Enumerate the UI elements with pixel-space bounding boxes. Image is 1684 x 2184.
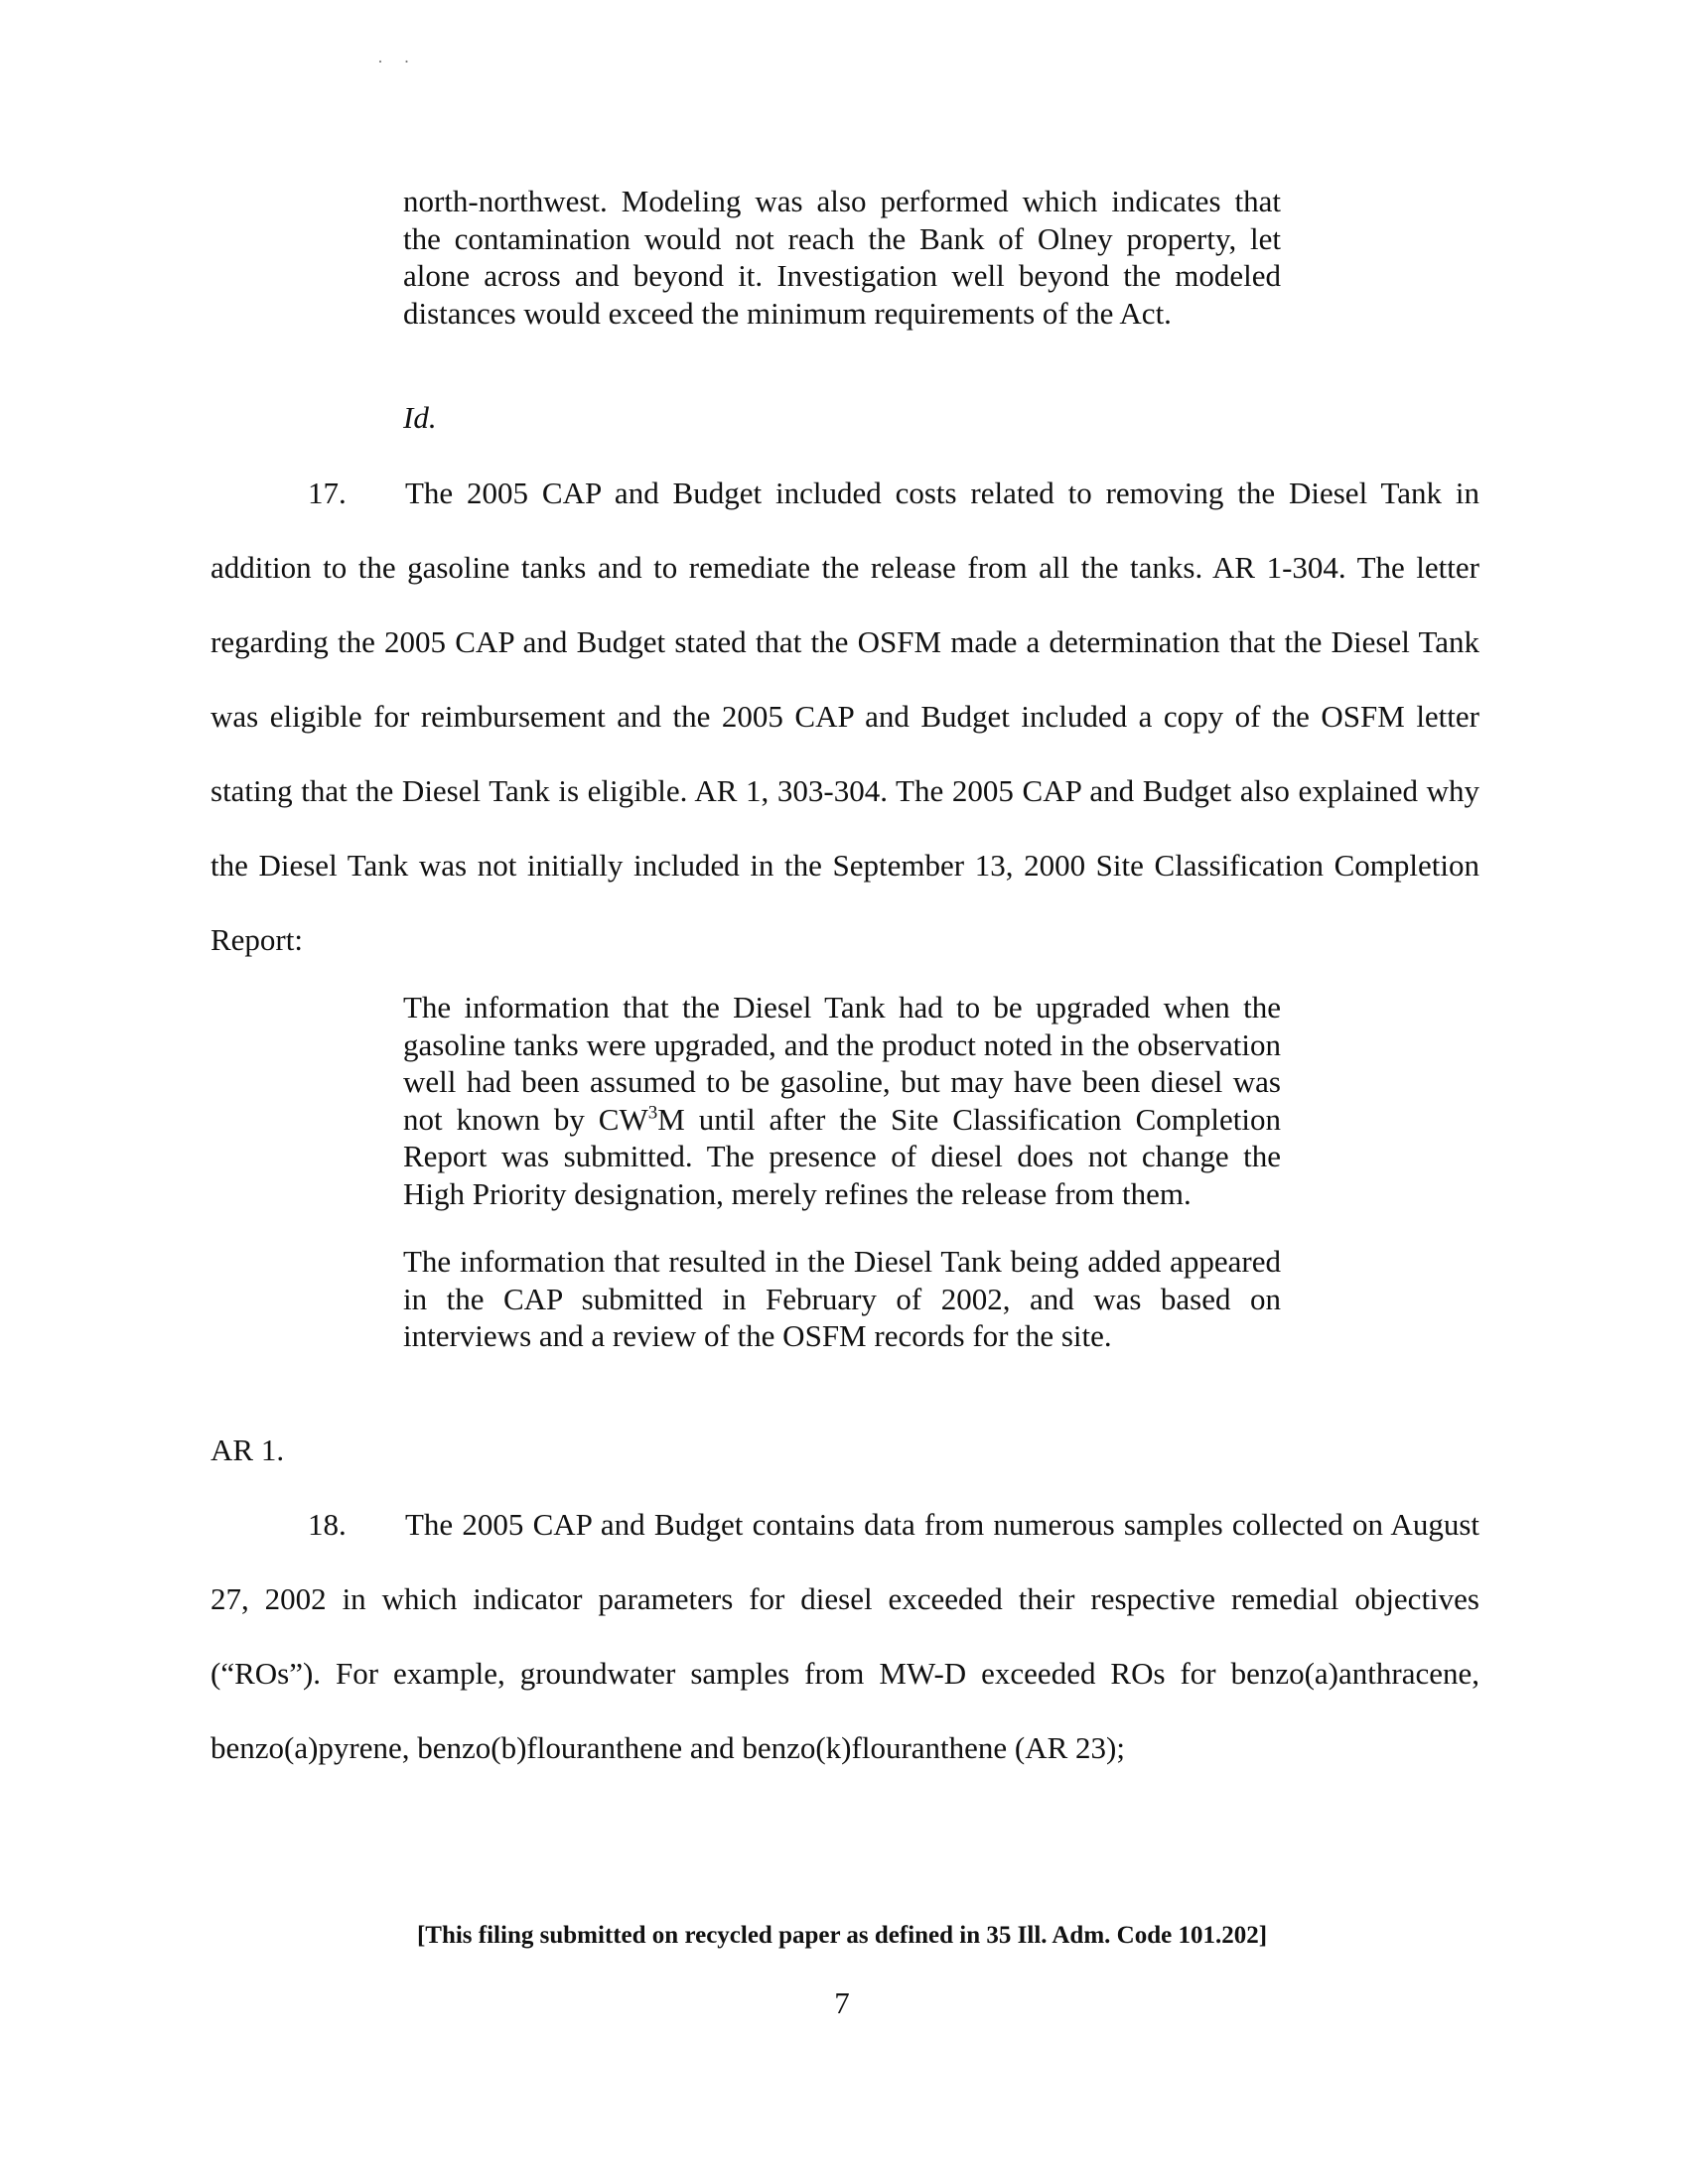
ar-citation: AR 1. xyxy=(210,1433,285,1467)
paragraph-number: 17. xyxy=(308,476,347,510)
id-citation: Id. xyxy=(403,400,437,435)
paragraph-text: The 2005 CAP and Budget included costs related to removing the Diesel Tank in addition to the gasoline tanks and to remediate the release from all the tanks. AR 1-304. The letter regarding the 2005 CAP and Budget stated that the OSFM made a determination that the Diesel Tank was eligible for reimbursement and the 2005 CAP and Budget included a copy of the OSFM letter stating that the Diesel Tank is eligible. AR 1, 303-304. The 2005 CAP and Budget also explained why the Diesel Tank was not initially included in the September 13, 2000 Site Classification Completion Report: xyxy=(210,476,1479,957)
scan-specks: · · xyxy=(377,52,418,71)
quote-paragraph-1 xyxy=(403,989,1281,1212)
block-quote-top: north-northwest. Modeling was also performed which indicates that the contamination would not reach the Bank of Olney property, let alone across and beyond it. Investigation well beyond the modeled distances would exceed the minimum requirements of the Act. xyxy=(403,184,1281,331)
block-quote-middle xyxy=(403,989,1281,1355)
footer-note: [This filing submitted on recycled paper as defined in 35 Ill. Adm. Code 101.202] xyxy=(416,1922,1268,1949)
page-number: 7 xyxy=(834,1985,850,2020)
paragraph-number: 18. xyxy=(308,1507,347,1542)
quote-paragraph-2: The information that resulted in the Diesel Tank being added appeared in the CAP submitted in February of 2002, and was based on interviews and a review of the OSFM records for the site. xyxy=(403,1244,1281,1353)
paragraph-17 xyxy=(210,456,1479,977)
superscript: 3 xyxy=(647,1102,658,1124)
quote-text-1b: M until after the Site Classification Completion Report was submitted. The presence of diesel does not change the High Priority designation, merely refines the release from them. xyxy=(403,1101,1281,1211)
quote-text-1a: The information that the Diesel Tank had to be upgraded when the gasoline tanks were upgraded, and the product noted in the observation well had been assumed to be gasoline, but may have been diesel was not known by CW xyxy=(403,990,1281,1137)
paragraph-18 xyxy=(210,1487,1479,1785)
paragraph-text: The 2005 CAP and Budget contains data from numerous samples collected on August 27, 2002 in which indicator parameters for diesel exceeded their respective remedial objectives (“ROs”). For example, groundwater samples from MW-D exceeded ROs for benzo(a)anthracene, benzo(a)pyrene, benzo(b)flouranthene and benzo(k)flouranthene (AR 23); xyxy=(210,1507,1479,1765)
